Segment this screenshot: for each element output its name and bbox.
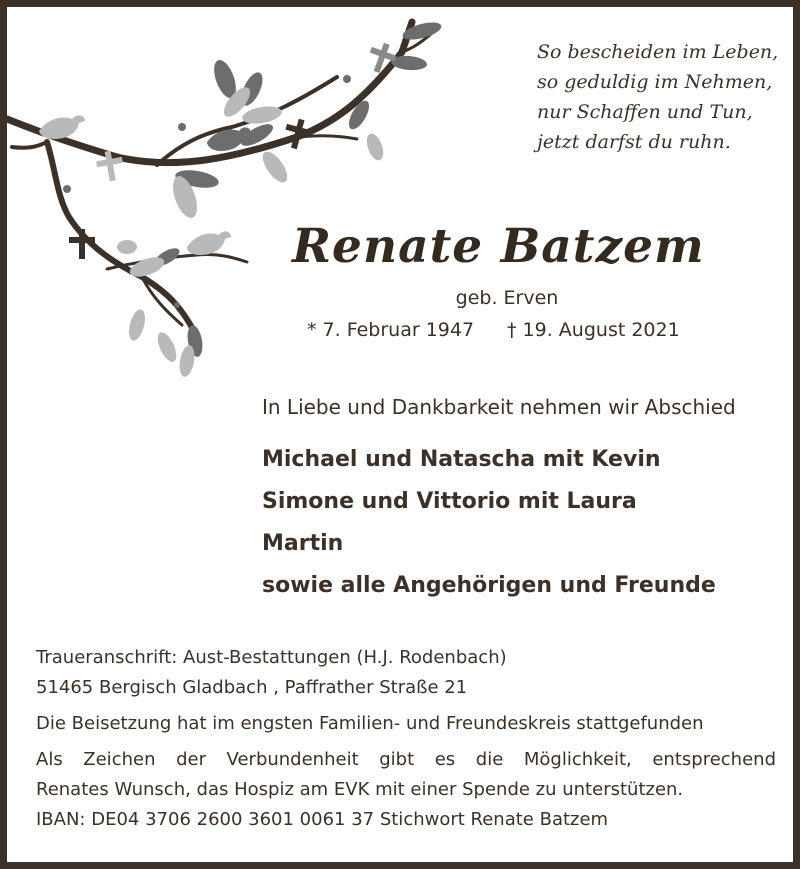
death-date: † 19. August 2021	[507, 319, 680, 341]
mourning-address-city: 51465 Bergisch Gladbach , Paffrather Straße 21	[36, 677, 468, 698]
poem-line-1: So bescheiden im Leben,	[537, 41, 779, 63]
deceased-name: Renate Batzem	[292, 219, 705, 274]
poem-line-4: jetzt darfst du ruhn.	[537, 131, 731, 153]
poem-line-3: nur Schaffen und Tun,	[537, 101, 753, 123]
donation-text-2: Renates Wunsch, das Hospiz am EVK mit einer Spende zu unterstützen.	[36, 779, 684, 800]
funeral-info	[36, 643, 776, 835]
mourner-line: Michael und Natascha mit Kevin	[262, 447, 661, 472]
mourner-line: Simone und Vittorio mit Laura	[262, 489, 637, 514]
iban-line: IBAN: DE04 3706 2600 3601 0061 37 Stichwort Renate Batzem	[36, 809, 609, 830]
mourning-address: Traueranschrift: Aust-Bestattungen (H.J. Rodenbach)	[36, 647, 507, 668]
farewell-text: In Liebe und Dankbarkeit nehmen wir Abschied	[262, 395, 736, 419]
memorial-poem	[537, 37, 797, 157]
birth-date: * 7. Februar 1947	[307, 319, 475, 341]
life-dates	[307, 319, 707, 341]
maiden-name: geb. Erven	[455, 287, 559, 309]
mourner-line: Martin	[262, 531, 344, 556]
mourner-line: sowie alle Angehörigen und Freunde	[262, 573, 716, 598]
poem-line-2: so geduldig im Nehmen,	[537, 71, 773, 93]
donation-text-1: Als Zeichen der Verbundenheit gibt es die Möglichkeit, entsprechend	[36, 749, 776, 770]
funeral-note: Die Beisetzung hat im engsten Familien- und Freundeskreis stattgefunden	[36, 713, 704, 734]
mourners-list	[262, 439, 716, 607]
